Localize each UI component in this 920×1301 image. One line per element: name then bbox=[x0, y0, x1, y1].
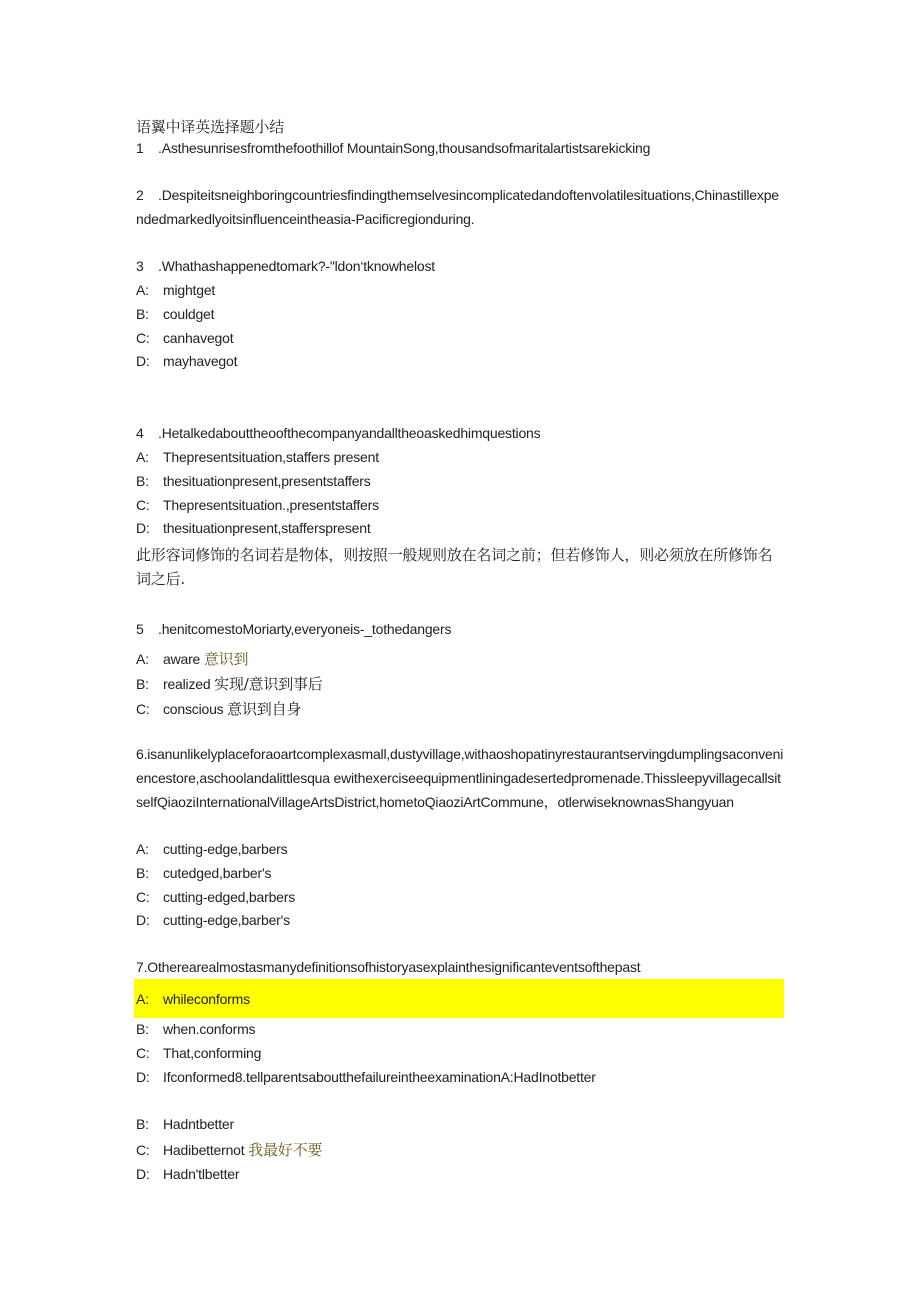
option-label: A: bbox=[136, 991, 149, 1007]
option-text: Thepresentsituation,staffers present bbox=[163, 449, 379, 465]
option-label: C: bbox=[136, 497, 150, 513]
option-text: cutting-edged,barbers bbox=[163, 889, 295, 905]
question-text: .Whathashappenedtomark?-"ldon‘tknowhelost bbox=[158, 258, 435, 274]
question-number: 5 bbox=[136, 621, 144, 637]
option-label: C: bbox=[136, 330, 150, 346]
option-text: thesituationpresent,presentstaffers bbox=[163, 473, 371, 489]
option-row bbox=[136, 306, 214, 322]
question-7: 7.Otherearealmostasmanydefinitionsofhistoryasexplainthesignificanteventsofthepast bbox=[136, 959, 641, 975]
option-label: D: bbox=[136, 1069, 150, 1085]
option-annotation: 意识到 bbox=[203, 650, 249, 668]
option-annotation: 意识到自身 bbox=[227, 700, 302, 718]
question-number: 4 bbox=[136, 425, 144, 441]
option-label: D: bbox=[136, 520, 150, 536]
page-title: 语翼中译英选择题小结 bbox=[136, 118, 285, 136]
question-text: .henitcomestoMoriarty,everyoneis-_tothedangers bbox=[158, 621, 452, 637]
option-row bbox=[136, 841, 287, 857]
option-label: B: bbox=[136, 1021, 149, 1037]
option-text: thesituationpresent,stafferspresent bbox=[163, 520, 371, 536]
option-row bbox=[136, 497, 379, 513]
option-row bbox=[136, 1116, 234, 1132]
option-row bbox=[136, 889, 295, 905]
option-row bbox=[136, 912, 290, 928]
option-row bbox=[136, 282, 215, 298]
option-label: D: bbox=[136, 1166, 150, 1182]
option-label: A: bbox=[136, 841, 149, 857]
option-row bbox=[136, 1069, 596, 1085]
option-label: A: bbox=[136, 449, 149, 465]
option-row bbox=[136, 520, 371, 536]
option-row bbox=[136, 1021, 255, 1037]
option-row bbox=[136, 673, 323, 694]
option-label: C: bbox=[136, 889, 150, 905]
option-row bbox=[136, 353, 237, 369]
option-text: conscious bbox=[163, 701, 224, 717]
question-4 bbox=[136, 425, 540, 441]
option-text: realized bbox=[163, 676, 211, 692]
question-2 bbox=[136, 183, 786, 231]
option-text: Ifconformed8.tellparentsaboutthefailureintheexaminationA:HadInotbetter bbox=[163, 1069, 596, 1085]
option-label: C: bbox=[136, 701, 150, 717]
question-1 bbox=[136, 140, 650, 156]
question-text: .Hetalkedabouttheoofthecompanyandalltheoaskedhimquestions bbox=[158, 425, 541, 441]
option-label: C: bbox=[136, 1142, 150, 1158]
option-text: Hadibetternot bbox=[163, 1142, 245, 1158]
option-row bbox=[136, 1045, 261, 1061]
option-label: B: bbox=[136, 473, 149, 489]
option-text: Hadntbetter bbox=[163, 1116, 234, 1132]
option-annotation: 我最好不要 bbox=[248, 1141, 323, 1159]
option-row bbox=[136, 1166, 239, 1182]
option-label: B: bbox=[136, 1116, 149, 1132]
option-text: mayhavegot bbox=[163, 353, 238, 369]
option-row bbox=[136, 865, 271, 881]
option-row bbox=[136, 1139, 322, 1160]
option-text: cutting-edge,barber's bbox=[163, 912, 290, 928]
option-label: A: bbox=[136, 282, 149, 298]
question-number: 1 bbox=[136, 140, 144, 156]
explanation-note: 此形容词修饰的名词若是物体，则按照一般规则放在名词之前；但若修饰人，则必须放在所修饰名词之后. bbox=[136, 546, 773, 588]
option-text: aware bbox=[163, 651, 201, 667]
option-text: mightget bbox=[163, 282, 216, 298]
option-label: C: bbox=[136, 1045, 150, 1061]
option-label: A: bbox=[136, 651, 149, 667]
option-annotation: 实现/意识到事后 bbox=[214, 675, 323, 693]
option-text: That,conforming bbox=[163, 1045, 262, 1061]
option-text: whileconforms bbox=[163, 991, 250, 1007]
option-label: B: bbox=[136, 306, 149, 322]
option-text: when.conforms bbox=[163, 1021, 256, 1037]
question-5 bbox=[136, 621, 451, 637]
option-label: B: bbox=[136, 676, 149, 692]
question-text: .Asthesunrisesfromthefoothillof MountainSong,thousandsofmaritalartistsarekicking bbox=[158, 140, 651, 156]
option-text: Thepresentsituation.,presentstaffers bbox=[163, 497, 379, 513]
option-row bbox=[136, 698, 301, 719]
option-label: D: bbox=[136, 912, 150, 928]
option-row-highlighted bbox=[136, 991, 250, 1007]
option-text: cutting-edge,barbers bbox=[163, 841, 288, 857]
question-3 bbox=[136, 258, 435, 274]
option-text: cutedged,barber's bbox=[163, 865, 272, 881]
option-row bbox=[136, 648, 248, 669]
question-text: .Despiteitsneighboringcountriesfindingthemselvesincomplicatedandoftenvolatilesituations,Chinastillexpendedmarkedlyoitsinfluenceintheasia-Pacificregionduring. bbox=[136, 187, 779, 227]
option-row bbox=[136, 449, 379, 465]
question-number: 2 bbox=[136, 187, 144, 203]
question-6: 6.isanunlikelyplaceforaoartcomplexasmall,dustyvillage,withaoshopatinyrestaurantservingdumplingsaconveniencestore,aschoolandalittlesqua ewithexerciseequipmentliningadesertedpromenade.ThissleepyvillagecallsitselfQiaoziInternationalVillageArtsDistrict,hometoQiaoziArtCommune，otlerwiseknownasShangyuan bbox=[136, 746, 784, 810]
option-row bbox=[136, 473, 371, 489]
option-text: Hadn'tlbetter bbox=[163, 1166, 240, 1182]
question-number: 3 bbox=[136, 258, 144, 274]
option-label: D: bbox=[136, 353, 150, 369]
option-row bbox=[136, 330, 233, 346]
option-text: couldget bbox=[163, 306, 215, 322]
option-label: B: bbox=[136, 865, 149, 881]
option-text: canhavegot bbox=[163, 330, 234, 346]
